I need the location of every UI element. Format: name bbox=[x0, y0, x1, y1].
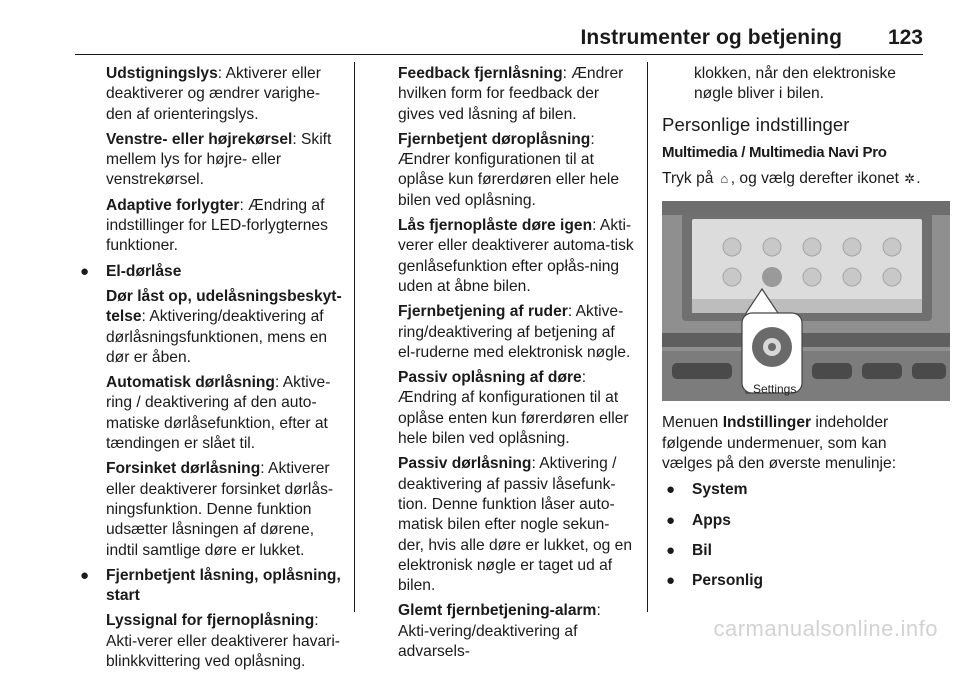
settings-label: Settings bbox=[753, 382, 797, 397]
paragraph: Udstigningslys: Aktiverer eller deaktiverer og ændrer varighe-den af orienteringslys. bbox=[106, 65, 321, 123]
bullet-item: ● El-dørlåse bbox=[106, 262, 344, 282]
paragraph: Fjernbetjent døroplåsning: Ændrer konfigurationen til at oplåse kun førerdøren eller hele bilen ved oplåsning. bbox=[398, 130, 620, 209]
header-title: Instrumenter og betjening bbox=[580, 26, 842, 49]
list-item: ● System bbox=[692, 480, 924, 500]
list-item: ● Apps bbox=[692, 511, 924, 531]
paragraph: klokken, når den elektroniske nøgle bliver i bilen. bbox=[694, 65, 896, 103]
sub-title: Multimedia / Multimedia Navi Pro bbox=[662, 143, 887, 161]
infotainment-illustration bbox=[662, 201, 950, 401]
paragraph: Lås fjernoplåste døre igen: Akti-verer eller deaktiverer automa-tisk genlåsefunktion efter opłås-ning uden at åbne bilen. bbox=[398, 217, 634, 295]
bullet-dot: ● bbox=[666, 481, 676, 499]
list-item: ● Personlig bbox=[692, 571, 924, 591]
bullet-dot: ● bbox=[666, 511, 676, 529]
home-icon: ⌂ bbox=[720, 171, 729, 187]
column-divider-2 bbox=[647, 62, 648, 612]
paragraph: Forsinket dørlåsning: Aktiverer eller deaktiverer forsinket dørlås-ningsfunktion. Denne funktion udsætter låsningen af dørene, indtil samtlige døre er lukket. bbox=[106, 460, 334, 559]
paragraph: Venstre- eller højrekørsel: Skift mellem lys for højre- eller venstrekørsel. bbox=[106, 130, 332, 189]
section-title: Personlige indstillinger bbox=[662, 113, 850, 135]
paragraph: Adaptive forlygter: Ændring af indstillinger for LED-forlygternes funktioner. bbox=[106, 196, 328, 255]
column-divider-1 bbox=[354, 62, 355, 612]
column-3 bbox=[662, 64, 924, 602]
paragraph: Menuen Indstillinger indeholder følgende undermenuer, som kan vælges på den øverste menulinje: bbox=[662, 414, 897, 473]
list-item: ● Bil bbox=[692, 541, 924, 561]
column-2 bbox=[398, 64, 634, 667]
paragraph: Passiv dørlåsning: Aktivering / deaktivering af passiv låsefunk-tion. Denne funktion låser auto-matisk bilen efter nogle sekun-der, hvis alle døre er lukket, og en elektronisk nøgle er taget ud af bilen. bbox=[398, 455, 633, 595]
paragraph: Glemt fjernbetjening-alarm: Akti-vering/deaktivering af advarsels- bbox=[398, 602, 601, 661]
bullet-dot: ● bbox=[666, 572, 676, 590]
header-rule bbox=[75, 54, 923, 55]
page-header bbox=[0, 0, 960, 52]
bullet-dot: ● bbox=[80, 262, 90, 280]
dashboard-illustration bbox=[662, 201, 950, 401]
page-number: 123 bbox=[887, 26, 923, 49]
paragraph: Feedback fjernlåsning: Ændrer hvilken form for feedback der gives ved låsning af bilen. bbox=[398, 65, 624, 123]
paragraph: Fjernbetjening af ruder: Aktive-ring/deaktivering af betjening af el-ruderne med elektronisk nøgle. bbox=[398, 303, 631, 361]
paragraph: Dør låst op, udelåsningsbeskyt-telse: Aktivering/deaktivering af dørlåsningsfunktionen, mens en dør er åben. bbox=[106, 287, 342, 366]
submenu-list bbox=[662, 480, 924, 591]
bullet-dot: ● bbox=[666, 541, 676, 559]
gear-icon: ✲ bbox=[904, 171, 916, 187]
paragraph: Lyssignal for fjernoplåsning: Akti-verer eller deaktiverer havari-blinkkvittering ved oplåsning. bbox=[106, 612, 340, 671]
paragraph: Automatisk dørlåsning: Aktive-ring / deaktivering af den auto-matiske dørlåsefunktion, efter at tændingen er slået til. bbox=[106, 374, 331, 453]
column-1 bbox=[80, 64, 344, 677]
paragraph: Tryk på ⌂ , og vælg derefter ikonet ✲. bbox=[662, 169, 924, 189]
watermark: carmanualsonline.info bbox=[713, 616, 938, 641]
bullet-item: ● Fjernbetjent låsning, oplåsning, start bbox=[80, 566, 341, 605]
paragraph: Passiv oplåsning af døre: Ændring af konfigurationen til at oplåse enten kun førerdøren eller hele bilen ved oplåsning. bbox=[398, 369, 629, 448]
bullet-dot: ● bbox=[80, 566, 90, 584]
